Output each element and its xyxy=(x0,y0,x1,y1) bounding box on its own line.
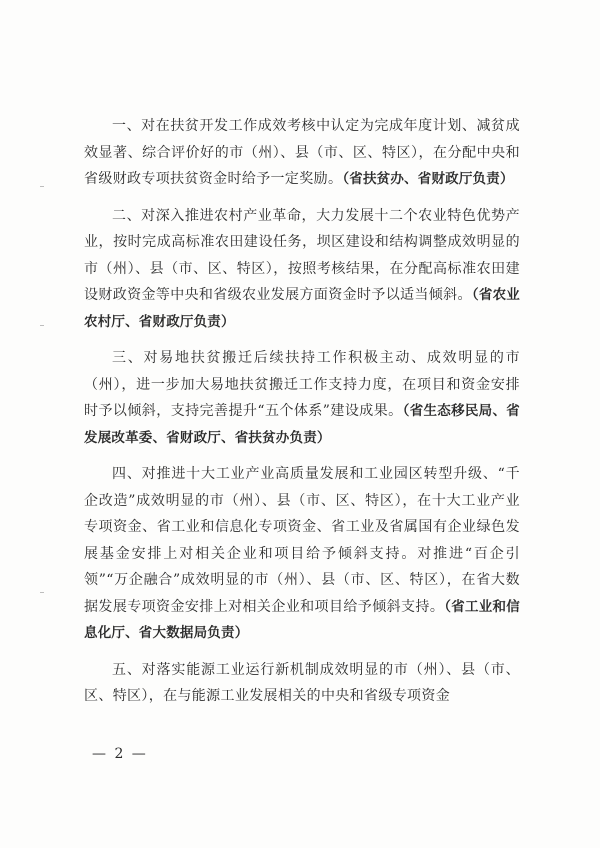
margin-mark xyxy=(40,325,44,326)
responsible-departments: （省生态移民局、省发展改革委、省财政厅、省扶贫办负责） xyxy=(84,403,520,446)
responsible-departments: （省扶贫办、省财政厅负责） xyxy=(342,171,514,187)
paragraph-2 xyxy=(84,203,520,336)
responsible-departments: （省农业农村厅、省财政厅负责） xyxy=(84,287,520,330)
margin-mark xyxy=(40,186,44,187)
paragraph-3 xyxy=(84,345,520,451)
paragraph-5 xyxy=(84,657,520,710)
paragraph-text: 四、对推进十大工业产业高质量发展和工业园区转型升级、“千企改造”成效明显的市（州）、县（市、区、特区），在十大工业产业专项资金、省工业和信息化专项资金、省工业及省属国有企业绿色发展基金安排上对相关企业和项目给予倾斜支持。对推进“百企引领”“万企融合”成效明显的市（州）、县（市、区、特区），在省大数据发展专项资金安排上对相关企业和项目给予倾斜支持。 xyxy=(84,466,520,615)
paragraph-text: 三、对易地扶贫搬迁后续扶持工作积极主动、成效明显的市（州），进一步加大易地扶贫搬迁工作支持力度，在项目和资金安排时予以倾斜，支持完善提升“五个体系”建设成果。 xyxy=(84,350,520,419)
document-body xyxy=(84,113,520,720)
paragraph-text: 二、对深入推进农村产业革命，大力发展十二个农业特色优势产业，按时完成高标准农田建设任务，坝区建设和结构调整成效明显的市（州）、县（市、区、特区），按照考核结果，在分配高标准农田建设财政资金等中央和省级农业发展方面资金时予以适当倾斜。 xyxy=(84,207,520,303)
margin-mark xyxy=(40,592,44,593)
paragraph-4 xyxy=(84,461,520,647)
responsible-departments: （省工业和信息化厅、省大数据局负责） xyxy=(84,598,520,641)
page-number: — 2 — xyxy=(92,746,148,762)
paragraph-text: 一、对在扶贫开发工作成效考核中认定为完成年度计划、减贫成效显著、综合评价好的市（州）、县（市、区、特区），在分配中央和省级财政专项扶贫资金时给予一定奖励。 xyxy=(84,118,520,187)
paragraph-text: 五、对落实能源工业运行新机制成效明显的市（州）、县（市、区、特区），在与能源工业发展相关的中央和省级专项资金 xyxy=(84,661,520,704)
paragraph-1 xyxy=(84,113,520,193)
